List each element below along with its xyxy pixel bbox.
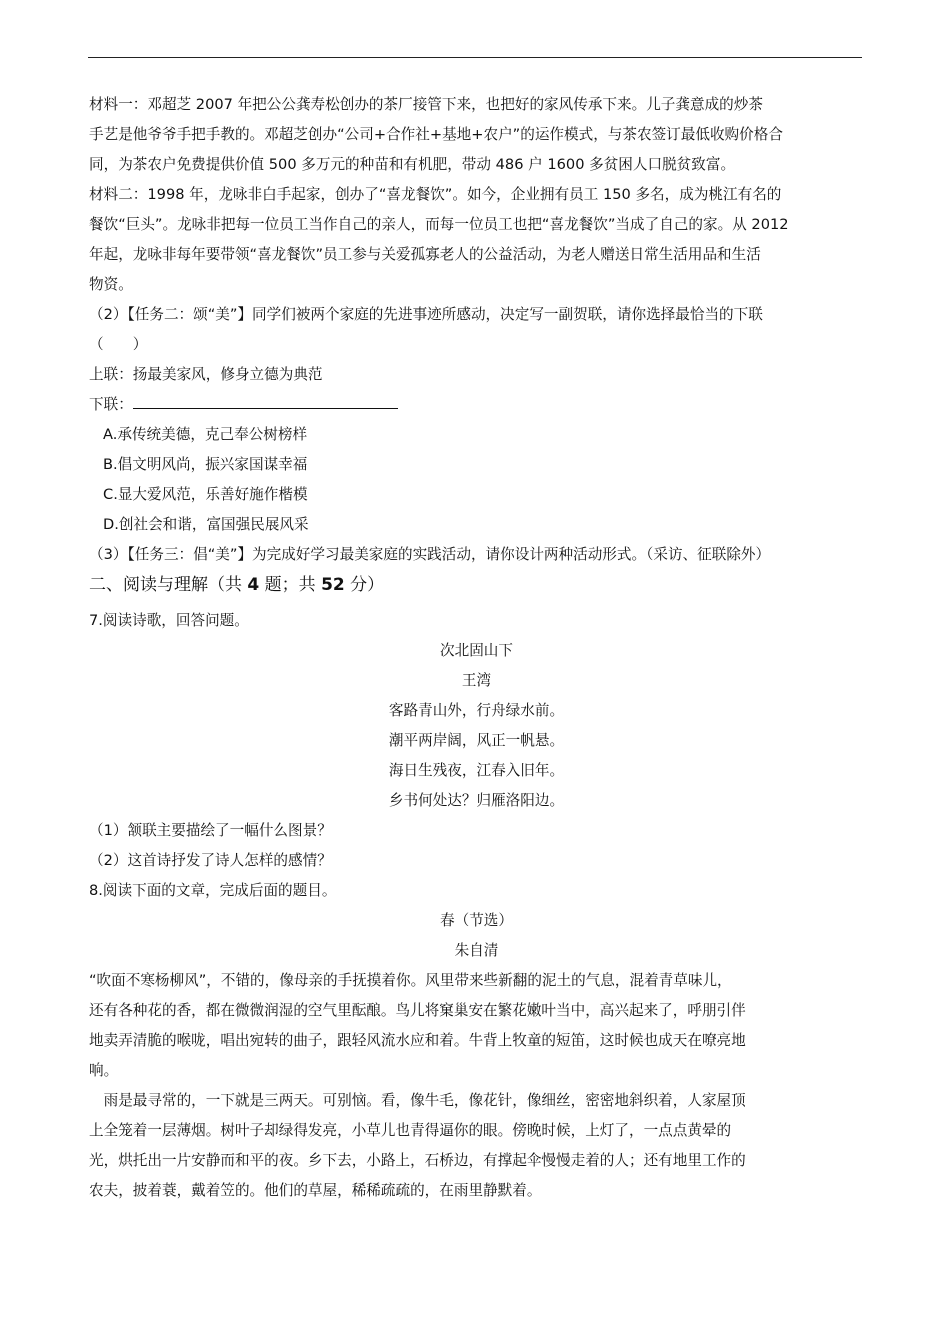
material2-line: 餐饮“巨头”。龙咏非把每一位员工当作自己的亲人，而每一位员工也把“喜龙餐饮”当成了自己的家。从 2012 [89,216,789,233]
poem-author: 王湾 [461,672,492,689]
article-title: 春（节选） [440,912,513,929]
task3-line: （3）【任务三：倡“美”】为完成好学习最美家庭的实践活动，请你设计两种活动形式。（采访、征联除外） [89,546,771,563]
material2-line: 物资。 [89,276,133,293]
material1-line: 同，为茶农户免费提供价值 500 多万元的种苗和有机肥，带动 486 户 1600 多贫困人口脱贫致富。 [89,156,736,173]
q7-question-2: （2）这首诗抒发了诗人怎样的感情？ [89,852,332,869]
poem-line: 乡书何处达？归雁洛阳边。 [388,792,565,809]
option-d: D.创社会和谐，富国强民展风采 [103,516,309,533]
poem-line: 潮平两岸阔，风正一帆悬。 [388,732,565,749]
article-para1-line: “吹面不寒杨柳风”，不错的，像母亲的手抚摸着你。风里带来些新翻的泥土的气息，混着青草味儿， [89,972,732,989]
article-para2-line: 雨是最寻常的，一下就是三两天。可别恼。看，像牛毛，像花针，像细丝，密密地斜织着，人家屋顶 [89,1092,746,1109]
article-para1-line: 还有各种花的香，都在微微润湿的空气里酝酿。鸟儿将窠巢安在繁花嫩叶当中，高兴起来了，呼朋引伴 [89,1002,746,1019]
material1-line: 材料一：邓超芝 2007 年把公公龚寿松创办的茶厂接管下来，也把好的家风传承下来。儿子龚意成的炒茶 [89,96,763,113]
document-body [89,90,864,1206]
material2-line: 年起，龙咏非每年要带领“喜龙餐饮”员工参与关爱孤寡老人的公益活动，为老人赠送日常生活用品和生活 [89,246,761,263]
option-b: B.倡文明风尚，振兴家国谋幸福 [103,456,308,473]
article-para2-line: 上全笼着一层薄烟。树叶子却绿得发亮，小草儿也青得逼你的眼。傍晚时候，上灯了，一点点黄晕的 [89,1122,732,1139]
q8-prompt: 8.阅读下面的文章，完成后面的题目。 [89,882,337,899]
option-c: C.显大爱风范，乐善好施作楷模 [103,486,308,503]
poem-line: 客路青山外，行舟绿水前。 [388,702,565,719]
section-heading: 二、阅读与理解（共 4 题；共 52 分） [89,575,385,595]
q7-prompt: 7.阅读诗歌，回答问题。 [89,612,249,629]
material2-line: 材料二：1998 年，龙咏非白手起家，创办了“喜龙餐饮”。如今，企业拥有员工 150 多名，成为桃江有名的 [89,186,782,203]
lower-couplet [89,390,864,420]
material1-line: 手艺是他爷爷手把手教的。邓超芝创办“公司+合作社+基地+农户”的运作模式，与茶农签订最低收购价格合 [89,126,783,143]
option-a: A.承传统美德，克己奉公树榜样 [103,426,308,443]
q7-question-1: （1）颔联主要描绘了一幅什么图景？ [89,822,332,839]
lower-couplet-label: 下联： [89,396,133,413]
article-para2-line: 农夫，披着蓑，戴着笠的。他们的草屋，稀稀疏疏的，在雨里静默着。 [89,1182,542,1199]
task2-answer-bracket: （ ） [89,336,148,353]
poem-title: 次北固山下 [440,642,513,659]
answer-blank [133,394,398,409]
header-rule [88,57,862,58]
article-para2-line: 光，烘托出一片安静而和平的夜。乡下去，小路上，石桥边，有撑起伞慢慢走着的人；还有地里工作的 [89,1152,746,1169]
task2-line: （2）【任务二：颂“美”】同学们被两个家庭的先进事迹所感动，决定写一副贺联，请你选择最恰当的下联 [89,306,763,323]
article-para1-line: 地卖弄清脆的喉咙，唱出宛转的曲子，跟轻风流水应和着。牛背上牧童的短笛，这时候也成天在嘹亮地 [89,1032,746,1049]
poem-line: 海日生残夜，江春入旧年。 [388,762,565,779]
total-score: 52 [321,575,345,595]
question-count: 4 [247,575,260,595]
article-para1-line: 响。 [89,1062,119,1079]
article-author: 朱自清 [454,942,499,959]
upper-couplet: 上联：扬最美家风，修身立德为典范 [89,366,323,383]
